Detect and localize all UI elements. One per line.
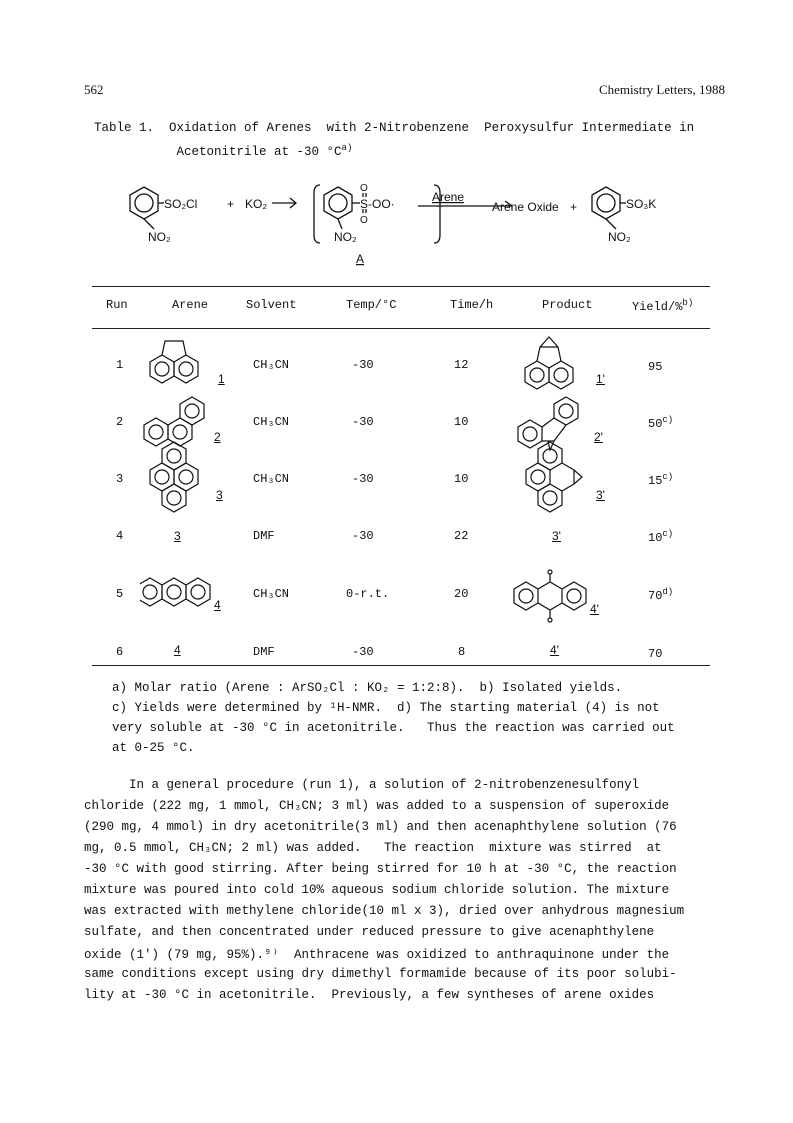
cell-solvent: DMF <box>253 529 275 543</box>
anthraquinone-structure <box>514 570 586 622</box>
cell-product: 4' <box>590 602 599 616</box>
body-line: (290 mg, 4 mmol) in dry acetonitrile(3 ml) and then acenaphthylene solution (76 <box>84 820 677 834</box>
cell-temp: -30 <box>352 415 374 429</box>
cell-time: 10 <box>454 415 469 429</box>
cell-arene: 4 <box>174 643 181 657</box>
body-line: sulfate, and then concentrated under reduced pressure to give acenaphthylene <box>84 925 655 939</box>
cell-yield-footnote: c) <box>662 415 674 425</box>
table-rule-bottom <box>92 665 710 666</box>
body-line: oxide (1') (79 mg, 95%).⁹⁾ Anthracene was oxidized to anthraquinone under the <box>84 948 670 962</box>
cell-arene: 1 <box>218 372 225 386</box>
cell-yield <box>648 358 662 374</box>
cell-time: 12 <box>454 358 469 372</box>
reagent2-label: KO₂ <box>245 197 267 211</box>
col-arene: Arene <box>172 298 209 312</box>
benzene-ring-reagent1 <box>130 187 164 229</box>
cell-solvent: CH₃CN <box>253 587 290 601</box>
byproduct-label: SO₃K <box>626 197 657 211</box>
cell-yield <box>648 415 673 431</box>
acenaphthylene-oxide-structure <box>525 337 573 389</box>
cell-yield-value: 50 <box>648 417 663 431</box>
phenanthrene-structure <box>144 397 204 446</box>
reaction-arrow-1 <box>272 198 296 208</box>
cell-run: 6 <box>116 645 124 659</box>
table-rule-header <box>92 328 710 329</box>
cell-yield <box>648 472 673 488</box>
cell-yield-value: 70 <box>648 589 663 603</box>
cell-product: 1' <box>596 372 605 386</box>
cell-product: 3' <box>596 488 605 502</box>
col-yield-footnote-mark: b) <box>682 298 694 308</box>
col-yield-label: Yield/% <box>632 300 683 314</box>
oxygen-bottom: O <box>360 215 368 226</box>
pyrene-oxide-structure <box>526 442 582 512</box>
cell-yield-value: 15 <box>648 474 663 488</box>
cell-yield-value: 70 <box>648 647 663 661</box>
product-label: Arene Oxide <box>492 200 559 214</box>
cell-yield-value: 95 <box>648 360 663 374</box>
cell-yield-footnote: c) <box>662 472 674 482</box>
body-line: same conditions except using dry dimethyl formamide because of its poor solubi- <box>84 967 677 981</box>
footnote-line: c) Yields were determined by ¹H-NMR. d) The starting material (4) is not <box>112 701 660 715</box>
phenanthrene-oxide-structure <box>518 397 578 450</box>
cell-time: 22 <box>454 529 469 543</box>
arrow-label-arene: Arene <box>432 190 465 204</box>
cell-arene: 3 <box>174 529 181 543</box>
col-solvent: Solvent <box>246 298 297 312</box>
body-line: In a general procedure (run 1), a solution of 2-nitrobenzenesulfonyl <box>84 778 640 792</box>
col-product: Product <box>542 298 593 312</box>
col-yield <box>632 298 693 314</box>
body-line: chloride (222 mg, 1 mmol, CH₃CN; 3 ml) was added to a suspension of superoxide <box>84 799 670 813</box>
table-caption <box>94 118 694 162</box>
nitro-label-3: NO₂ <box>608 230 631 244</box>
cell-yield <box>648 645 662 661</box>
table-rule-top <box>92 286 710 287</box>
cell-yield <box>648 587 673 603</box>
footnote-line: at 0-25 °C. <box>112 741 195 755</box>
body-line: was extracted with methylene chloride(10 ml x 3), dried over anhydrous magnesium <box>84 904 685 918</box>
col-temp: Temp/°C <box>346 298 397 312</box>
bracket-left <box>314 185 320 243</box>
cell-arene: 2 <box>214 430 221 444</box>
cell-run: 4 <box>116 529 124 543</box>
cell-product: 4' <box>550 643 559 657</box>
cell-temp: -30 <box>352 358 374 372</box>
body-line: mixture was poured into cold 10% aqueous sodium chloride solution. The mixture <box>84 883 670 897</box>
body-line: lity at -30 °C in acetonitrile. Previously, a few syntheses of arene oxides <box>84 988 655 1002</box>
journal-name: Chemistry Letters, 1988 <box>598 82 725 97</box>
col-time: Time/h <box>450 298 494 312</box>
cell-product: 3' <box>552 529 561 543</box>
cell-arene: 4 <box>214 598 221 612</box>
cell-run: 3 <box>116 472 124 486</box>
cell-yield-footnote: c) <box>662 529 674 539</box>
footnote-line: a) Molar ratio (Arene : ArSO₂Cl : KO₂ = 1:2:8). b) Isolated yields. <box>112 681 623 695</box>
cell-time: 20 <box>454 587 469 601</box>
plus-sign-2: + <box>570 200 578 214</box>
oxygen-top: O <box>360 183 368 194</box>
reaction-scheme <box>120 183 690 273</box>
cell-yield <box>648 529 673 545</box>
cell-time: 8 <box>458 645 466 659</box>
nitro-label-1: NO₂ <box>148 230 171 244</box>
pyrene-structure <box>150 442 198 512</box>
plus-sign-1: + <box>227 197 235 211</box>
acenaphthylene-structure <box>150 341 198 383</box>
col-run: Run <box>106 298 128 312</box>
cell-temp: -30 <box>352 645 374 659</box>
intermediate-group: S-OO· <box>360 197 395 211</box>
body-line: mg, 0.5 mmol, CH₃CN; 2 ml) was added. The reaction mixture was stirred at <box>84 841 662 855</box>
page-number: 562 <box>84 82 104 97</box>
cell-time: 10 <box>454 472 469 486</box>
anthracene-structure <box>140 578 210 606</box>
cell-temp: -30 <box>352 529 374 543</box>
table-caption-text: Table 1. Oxidation of Arenes with 2-Nitrobenzene Peroxysulfur Intermediate in Acetonitrile at -30 °C <box>94 121 695 160</box>
cell-run: 1 <box>116 358 124 372</box>
intermediate-label: A <box>356 252 365 266</box>
cell-solvent: DMF <box>253 645 275 659</box>
footnote-line: very soluble at -30 °C in acetonitrile. Thus the reaction was carried out <box>112 721 675 735</box>
cell-product: 2' <box>594 430 603 444</box>
cell-temp: -30 <box>352 472 374 486</box>
cell-solvent: CH₃CN <box>253 358 290 372</box>
cell-yield-footnote: d) <box>662 587 674 597</box>
body-line: -30 °C with good stirring. After being stirred for 10 h at -30 °C, the reaction <box>84 862 677 876</box>
cell-arene: 3 <box>216 488 223 502</box>
cell-solvent: CH₃CN <box>253 415 290 429</box>
nitro-label-2: NO₂ <box>334 230 357 244</box>
cell-run: 2 <box>116 415 124 429</box>
benzene-ring-byproduct <box>592 187 626 229</box>
cell-run: 5 <box>116 587 124 601</box>
cell-yield-value: 10 <box>648 531 663 545</box>
cell-solvent: CH₃CN <box>253 472 290 486</box>
table-caption-footnote-mark: a) <box>341 143 353 153</box>
reagent1-label: SO₂Cl <box>164 197 198 211</box>
cell-temp: 0-r.t. <box>346 587 390 601</box>
